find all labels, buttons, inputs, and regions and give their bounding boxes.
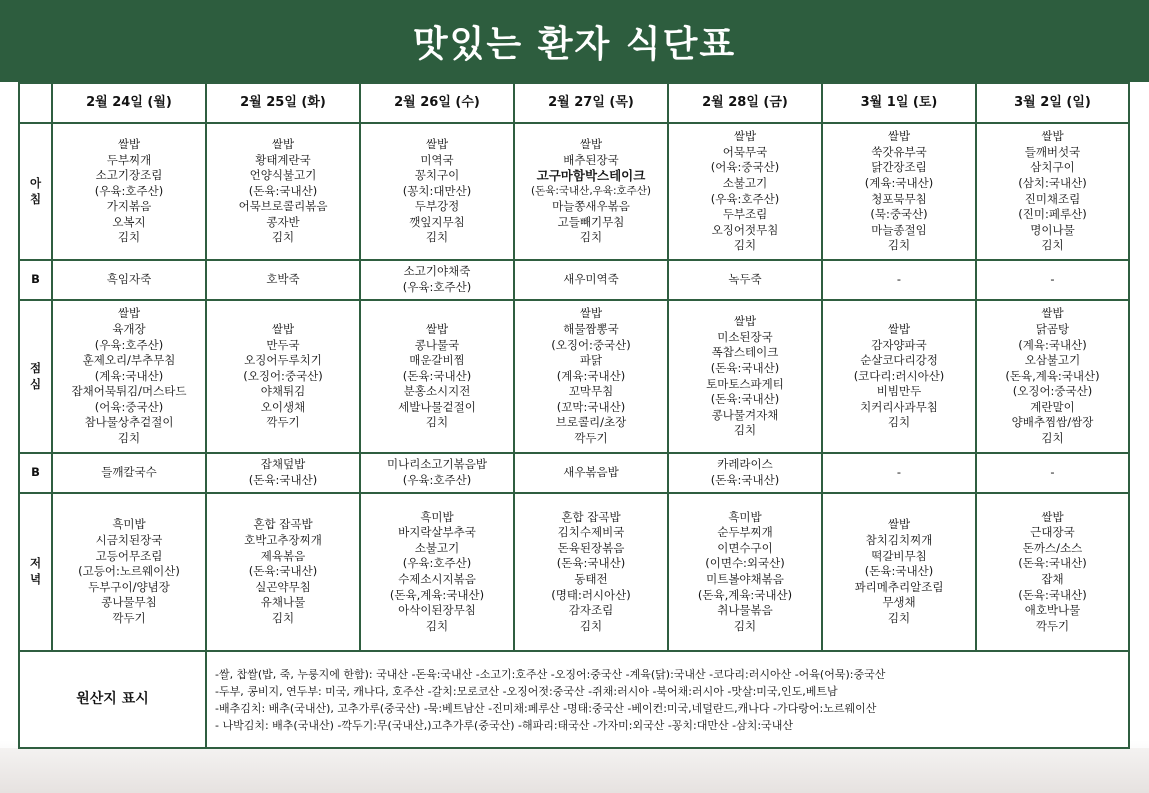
dish-item: 브로콜리/초장 <box>555 415 627 430</box>
day-header: 2월 26일 (수) <box>360 83 514 123</box>
dish-item: (오징어:중국산) <box>551 337 631 352</box>
dish-item: 실곤약무침 <box>255 579 311 594</box>
dish-item: (돈육:국내산) <box>248 183 318 198</box>
menu-cell <box>668 123 822 260</box>
day-header: 3월 1일 (토) <box>822 83 976 123</box>
dish-item: 잡채어묵튀김/머스타드 <box>71 384 187 399</box>
meal-plan-table <box>18 82 1130 749</box>
menu-cell <box>52 453 206 493</box>
menu-cell <box>822 453 976 493</box>
day-header: 2월 25일 (화) <box>206 83 360 123</box>
dish-item: (우육:호주산) <box>402 280 472 294</box>
dish-item: 훈제오리/부추무침 <box>82 353 176 368</box>
dish-item: 미트볼야채볶음 <box>706 572 784 586</box>
corner-cell <box>19 83 52 123</box>
dish-item: 새우미역죽 <box>563 272 619 287</box>
dish-item: 오삼불고기 <box>1024 353 1081 368</box>
dish-item: 깍두기 <box>112 610 146 625</box>
menu-cell <box>822 493 976 651</box>
dish-item: 콩나물국 <box>414 337 460 352</box>
dish-item: 마늘종절임 <box>871 222 927 237</box>
meal-label-cell <box>19 453 52 493</box>
menu-cell <box>206 493 360 651</box>
dish-item: 유채나물 <box>260 595 306 610</box>
menu-cell <box>360 260 514 300</box>
dish-item: 잡채 <box>1041 572 1064 586</box>
meal-label-cell <box>19 260 52 300</box>
dish-item: (돈육:국내산) <box>248 473 318 487</box>
menu-cell <box>52 493 206 651</box>
snack-row-1 <box>19 260 1129 300</box>
dish-item: (계육:국내산) <box>1018 337 1087 352</box>
dish-item: 김치 <box>887 610 911 625</box>
menu-cell <box>360 453 514 493</box>
menu-cell <box>822 300 976 453</box>
dish-item: (오징어:중국산) <box>1012 384 1093 399</box>
dish-item: 해물짬뽕국 <box>563 321 619 336</box>
meal-label-cell <box>19 300 52 453</box>
dish-item: 혼합 잡곡밥 <box>561 509 621 524</box>
dish-item: 쌀밥 <box>887 129 911 144</box>
origin-label: 원산지 표시 <box>76 690 149 707</box>
dish-item: 쌀밥 <box>887 517 911 532</box>
dish-item: 마늘쫑새우볶음 <box>552 199 630 214</box>
dish-item: 혼합 잡곡밥 <box>253 517 313 532</box>
dish-item: (오징어:중국산) <box>243 368 323 383</box>
menu-cell <box>668 300 822 453</box>
dish-item: 콩나물겨자채 <box>711 407 779 422</box>
menu-cell <box>360 300 514 453</box>
dish-item: 쌀밥 <box>117 136 141 151</box>
dish-item: (이면수:외국산) <box>705 556 785 571</box>
dish-item: 진미채조림 <box>1024 191 1081 206</box>
dish-item: (돈육:국내산) <box>402 368 472 383</box>
dish-item: (우육:호주산) <box>94 337 164 352</box>
dish-item: 세발나물겉절이 <box>398 399 476 414</box>
dish-item: 쌀밥 <box>1041 129 1064 144</box>
menu-cell <box>514 260 668 300</box>
dish-item: 고구마함박스테이크 <box>536 168 646 184</box>
dish-item: 아삭이된장무침 <box>398 603 476 618</box>
dish-item: 소고기장조림 <box>95 168 163 183</box>
dish-item: 녹두죽 <box>728 272 762 287</box>
dish-item: 김치 <box>425 618 449 633</box>
dish-item: 카레라이스 <box>717 457 773 472</box>
dish-item: 황태계란국 <box>255 152 311 167</box>
dish-item: 양배추찜쌈/쌈장 <box>1011 415 1094 430</box>
dish-item: 참치김치찌개 <box>865 533 933 548</box>
dish-item: 김치 <box>425 230 449 245</box>
dish-item: 쌀밥 <box>579 306 603 321</box>
menu-cell <box>976 300 1129 453</box>
dish-item: 애호박나물 <box>1024 603 1081 618</box>
dish-item: 오징어두루치기 <box>244 353 322 368</box>
dish-item: (돈육:국내산) <box>710 473 780 487</box>
dish-item: 소고기야채죽 <box>403 264 471 279</box>
dish-item: - <box>1050 465 1055 480</box>
dish-item: - <box>896 465 902 480</box>
dish-item: 깍두기 <box>574 431 608 446</box>
dish-item: - <box>1050 272 1055 287</box>
dish-item: 콩나물무침 <box>101 595 157 610</box>
dish-item: (진미:페루산) <box>1018 207 1087 222</box>
dish-item: 호박고추장찌개 <box>244 533 322 548</box>
menu-cell <box>976 493 1129 651</box>
dish-item: 깍두기 <box>266 415 300 430</box>
dish-item: 배추된장국 <box>563 152 619 167</box>
dish-item: 쌀밥 <box>1041 306 1064 321</box>
dish-item: 취나물볶음 <box>717 603 773 618</box>
dish-item: 감자양파국 <box>871 337 927 352</box>
dish-item: 미소된장국 <box>717 329 773 344</box>
dish-item: 미역국 <box>420 152 454 167</box>
dish-item: 순두부찌개 <box>717 525 773 540</box>
dish-item: 고들빼기무침 <box>557 214 625 229</box>
day-header: 2월 24일 (월) <box>52 83 206 123</box>
dish-item: 쌀밥 <box>425 136 449 151</box>
dish-item: 명이나물 <box>1030 222 1075 237</box>
dish-item: 쌀밥 <box>733 129 757 144</box>
dish-item: 쌀밥 <box>579 136 603 151</box>
dish-item: 김치 <box>733 618 757 633</box>
origin-label-cell <box>19 651 206 748</box>
day-header-row <box>19 83 1129 123</box>
day-header: 2월 27일 (목) <box>514 83 668 123</box>
dish-item: 감자조림 <box>568 603 614 618</box>
dish-item: (어육:중국산) <box>94 399 164 414</box>
dish-item: (돈육,계육:국내산) <box>1005 368 1100 383</box>
dish-item: 매운갈비찜 <box>409 353 465 368</box>
dish-item: 무생채 <box>882 595 916 610</box>
origin-line: -배추김치: 배추(국내산), 고추가루(중국산) -묵:베트남산 -진미채:페루산 -명태:중국산 -베이컨:미국,네덜란드,캐나다 -가다랑어:노르웨이산 <box>215 701 877 715</box>
dish-item: 흑미밥 <box>112 517 146 532</box>
dish-item: (계육:국내산) <box>94 368 164 383</box>
menu-cell <box>52 300 206 453</box>
menu-cell <box>360 493 514 651</box>
dish-item: 언양식불고기 <box>249 168 317 183</box>
dish-item: 김치 <box>1041 238 1064 253</box>
dish-item: 쌀밥 <box>271 136 295 151</box>
menu-cell <box>206 260 360 300</box>
dish-item: 쑥갓유부국 <box>871 144 927 159</box>
origin-text-cell <box>206 651 1129 748</box>
dish-item: 흑임자죽 <box>106 272 152 287</box>
dish-item: (돈육:국내산) <box>556 556 626 571</box>
dish-item: (꼬막:국내산) <box>556 399 626 414</box>
menu-cell <box>668 453 822 493</box>
dish-item: 쌀밥 <box>271 321 295 336</box>
header-bar <box>0 0 1149 82</box>
dish-item: (삼치:국내산) <box>1018 175 1087 190</box>
dish-item: (돈육:국내산) <box>864 564 934 579</box>
dish-item: 깍두기 <box>1035 618 1070 633</box>
menu-cell <box>514 300 668 453</box>
dish-item: 수제소시지볶음 <box>398 572 476 586</box>
menu-cell <box>976 260 1129 300</box>
dish-item: (돈육:국내산) <box>710 392 780 407</box>
menu-cell <box>514 493 668 651</box>
dish-item: 쌀밥 <box>425 321 449 336</box>
dish-item: 꼬막무침 <box>568 384 614 399</box>
dish-item: 닭간장조림 <box>871 160 927 175</box>
dish-item: (계육:국내산) <box>556 368 626 383</box>
dish-item: 순살코다리강정 <box>860 353 938 368</box>
dish-item: 근대장국 <box>1030 525 1075 540</box>
dish-item: 미나리소고기볶음밥 <box>387 457 487 472</box>
meal-label: B <box>31 465 40 480</box>
meal-label-cell <box>19 493 52 651</box>
dish-item: 김치 <box>117 230 141 245</box>
dish-item: 두부찌개 <box>106 152 152 167</box>
menu-cell <box>206 123 360 260</box>
meal-label-cell <box>19 123 52 260</box>
dish-item: 쌀밥 <box>117 306 141 321</box>
dish-item: 야채튀김 <box>260 384 306 399</box>
dish-item: (돈육:국내산,우육:호주산) <box>530 184 652 197</box>
dish-item: 쌀밥 <box>1041 509 1064 524</box>
dish-item: 흑미밥 <box>420 509 454 524</box>
dish-item: 김치 <box>733 423 757 438</box>
dish-item: 치커리사과무침 <box>860 399 938 414</box>
dish-item: 새우볶음밥 <box>563 465 619 480</box>
origin-line: -두부, 콩비지, 연두부: 미국, 캐나다, 호주산 -갈치:모로코산 -오징어젓:중국산 -쥐채:러시아 -북어채:러시아 -맛살:미국,인도,베트남 <box>215 684 838 698</box>
menu-cell <box>822 123 976 260</box>
dish-item: 잡채덮밥 <box>260 457 306 472</box>
dish-item: 두부조림 <box>722 207 768 222</box>
meal-label: B <box>31 272 40 287</box>
dish-item: 김치 <box>1041 431 1064 446</box>
dish-item: (명태:러시아산) <box>551 587 631 602</box>
dish-item: 계란말이 <box>1030 399 1075 414</box>
dish-item: 오징어젓무침 <box>711 222 779 237</box>
menu-cell <box>206 300 360 453</box>
menu-cell <box>514 123 668 260</box>
dish-item: (꽁치:대만산) <box>402 183 472 198</box>
dish-item: (돈육,계육:국내산) <box>697 587 793 602</box>
menu-cell <box>52 123 206 260</box>
dish-item: 동태전 <box>574 572 608 586</box>
dish-item: 김치 <box>733 238 757 253</box>
meal-label: 심 <box>29 376 42 391</box>
dish-item: 꽁치구이 <box>414 168 460 183</box>
day-header: 2월 28일 (금) <box>668 83 822 123</box>
dish-item: (고등어:노르웨이산) <box>78 564 180 579</box>
menu-cell <box>206 453 360 493</box>
dish-item: 쌀밥 <box>887 321 911 336</box>
dish-item: 돈육된장볶음 <box>557 540 625 555</box>
dish-item: (우육:호주산) <box>402 556 472 571</box>
dish-item: 어묵브로콜리볶음 <box>238 199 328 214</box>
dish-item: 가지볶음 <box>106 199 152 214</box>
bottom-background <box>0 748 1149 793</box>
meal-label: 아 <box>29 175 42 190</box>
menu-cell <box>514 453 668 493</box>
dish-item: 김치 <box>271 230 295 245</box>
dish-item: 폭찹스테이크 <box>711 345 779 360</box>
dish-item: (어육:중국산) <box>710 160 780 175</box>
dish-item: 시금치된장국 <box>95 533 163 548</box>
origin-line: - 나박김치: 배추(국내산) -깍두기:무(국내산,)고추가루(중국산) -해파리:태국산 -가자미:외국산 -꽁치:대만산 -삼치:국내산 <box>215 718 793 732</box>
menu-cell <box>976 453 1129 493</box>
breakfast-row <box>19 123 1129 260</box>
dish-item: 바지락살부추국 <box>398 525 476 540</box>
dish-item: (계육:국내산) <box>864 175 934 190</box>
dinner-row <box>19 493 1129 651</box>
dish-item: 들깨버섯국 <box>1024 144 1081 159</box>
dish-item: 김치 <box>117 431 141 446</box>
origin-row <box>19 651 1129 748</box>
dish-item: 김치 <box>425 415 449 430</box>
dish-item: 꽈리메추리알조림 <box>854 579 944 594</box>
dish-item: (돈육:국내산) <box>248 564 318 579</box>
page-title: 맛있는 환자 식단표 <box>412 23 737 65</box>
meal-label: 저 <box>29 556 42 571</box>
dish-item: 소불고기 <box>722 175 768 190</box>
dish-item: 닭곰탕 <box>1035 321 1070 336</box>
dish-item: 오이생채 <box>260 399 306 414</box>
dish-item: 두부강정 <box>414 199 460 214</box>
menu-cell <box>360 123 514 260</box>
lunch-row <box>19 300 1129 453</box>
dish-item: 떡갈비무침 <box>871 548 927 563</box>
dish-item: 소불고기 <box>414 540 460 555</box>
meal-label: 녁 <box>29 572 42 586</box>
dish-item: 육개장 <box>112 321 146 336</box>
dish-item: 청포묵무침 <box>871 191 927 206</box>
dish-item: 토마토스파게티 <box>706 376 784 391</box>
dish-item: (돈육:국내산) <box>1018 587 1087 602</box>
dish-item: (돈육:국내산) <box>710 360 780 375</box>
dish-item: 김치 <box>887 415 911 430</box>
dish-item: (우육:호주산) <box>94 183 164 198</box>
dish-item: 오복지 <box>112 214 146 229</box>
snack-row-2 <box>19 453 1129 493</box>
dish-item: 쌀밥 <box>733 314 757 329</box>
dish-item: (우육:호주산) <box>710 191 780 206</box>
day-header: 3월 2일 (일) <box>976 83 1129 123</box>
meal-label: 침 <box>29 191 42 206</box>
dish-item: 만두국 <box>266 337 300 352</box>
dish-item: 김치수제비국 <box>557 525 625 540</box>
dish-item: 깻잎지무침 <box>409 214 465 229</box>
dish-item: 제육볶음 <box>260 548 306 563</box>
dish-item: 이면수구이 <box>717 540 773 555</box>
dish-item: 고등어무조림 <box>95 548 163 563</box>
dish-item: 김치 <box>887 238 911 253</box>
menu-cell <box>822 260 976 300</box>
dish-item: (묵:중국산) <box>870 207 928 222</box>
dish-item: 돈까스/소스 <box>1022 540 1083 555</box>
dish-item: 파닭 <box>579 353 603 368</box>
dish-item: 김치 <box>271 610 295 625</box>
dish-item: 분홍소시지전 <box>403 384 471 399</box>
dish-item: 삼치구이 <box>1030 160 1075 175</box>
menu-cell <box>976 123 1129 260</box>
dish-item: 어묵무국 <box>722 144 768 159</box>
menu-cell <box>668 260 822 300</box>
dish-item: 김치 <box>579 618 603 633</box>
menu-cell <box>668 493 822 651</box>
dish-item: (코다리:러시아산) <box>853 368 945 383</box>
dish-item: (돈육:국내산) <box>1018 556 1087 571</box>
dish-item: 두부구이/양념장 <box>88 579 170 594</box>
origin-line: -쌀, 찹쌀(밥, 죽, 누룽지에 한함): 국내산 -돈육:국내산 -소고기:호주산 -오징어:중국산 -계육(닭):국내산 -코다리:러시아산 -어육(어묵):중국산 <box>215 667 886 681</box>
dish-item: (돈육,계육:국내산) <box>389 587 485 602</box>
dish-item: 들깨칼국수 <box>101 465 157 480</box>
dish-item: 호박죽 <box>266 272 300 287</box>
dish-item: 비빔만두 <box>876 384 922 399</box>
dish-item: 참나물상추겉절이 <box>84 415 174 430</box>
dish-item: 흑미밥 <box>728 509 762 524</box>
menu-cell <box>52 260 206 300</box>
dish-item: 콩자반 <box>266 214 300 229</box>
dish-item: 김치 <box>579 230 603 245</box>
dish-item: (우육:호주산) <box>402 473 472 487</box>
meal-label: 점 <box>29 360 42 375</box>
dish-item: - <box>896 272 902 287</box>
